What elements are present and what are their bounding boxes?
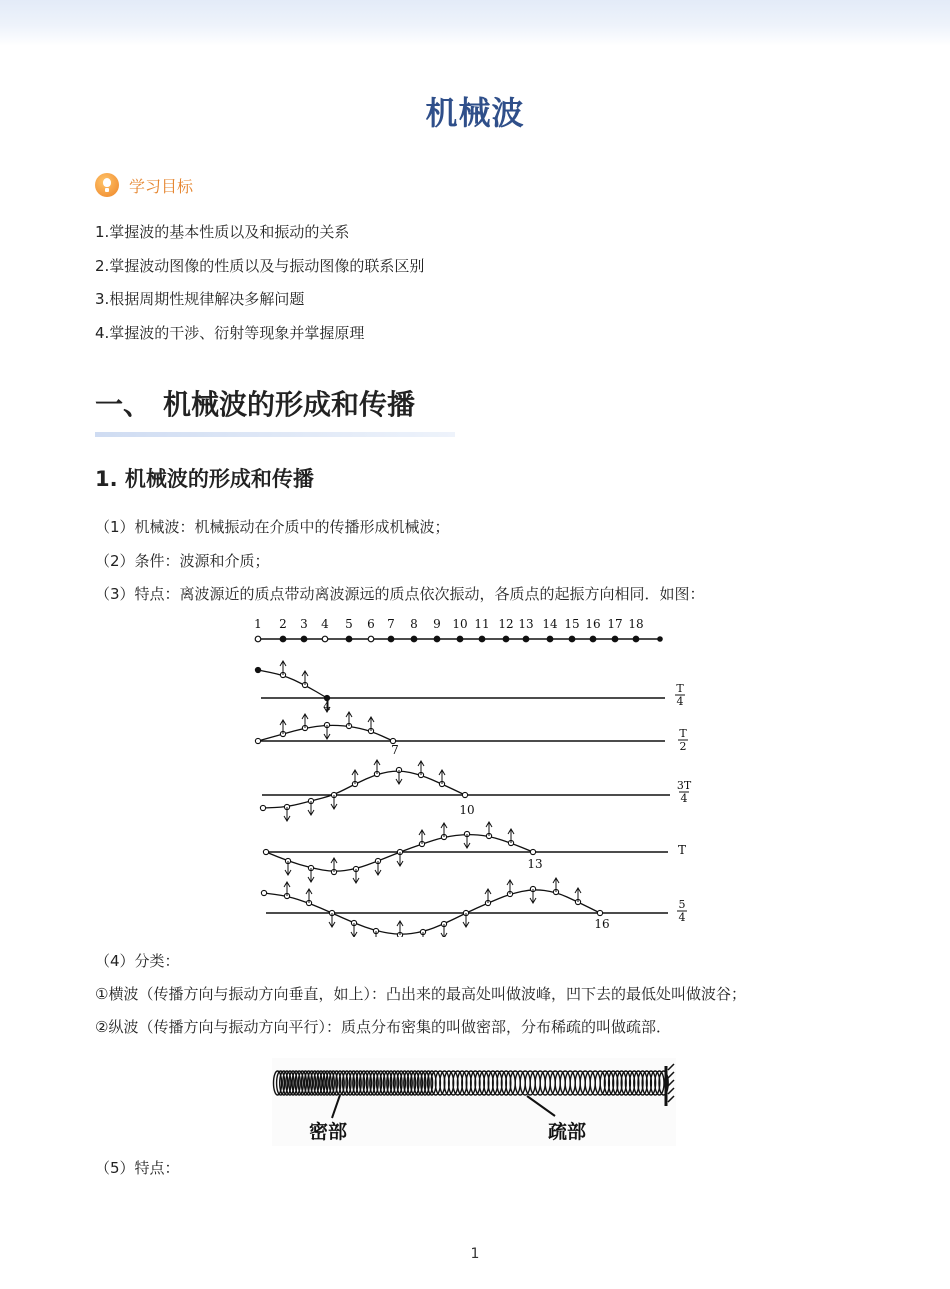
wave-snapshot-row — [255, 661, 685, 713]
particle-dot — [633, 636, 639, 642]
particle-dot — [322, 636, 328, 642]
particle-number-label: 6 — [367, 617, 375, 631]
wavefront-particle-label: 7 — [391, 743, 399, 757]
sparse-pointer — [527, 1096, 555, 1116]
wave-snapshot-row — [255, 712, 688, 757]
wavefront-particle-label: 16 — [594, 917, 610, 931]
particle-dot — [657, 636, 663, 642]
particle-dot — [530, 849, 535, 854]
paragraph-conditions: （2）条件：波源和介质； — [95, 552, 270, 570]
particle-number-label: 4 — [321, 617, 329, 631]
particle-number-label: 5 — [345, 617, 353, 631]
wave-snapshot-row — [263, 822, 686, 883]
paragraph-features-5: （5）特点： — [95, 1159, 180, 1177]
transverse-wave-propagation-figure — [250, 612, 700, 937]
particle-dot — [368, 636, 374, 642]
paragraph-features: （3）特点：离波源近的质点带动离波源远的质点依次振动，各质点的起振方向相同．如图： — [95, 585, 705, 603]
particle-dot — [612, 636, 618, 642]
paragraph-classification: （4）分类： — [95, 952, 180, 970]
particle-dot — [569, 636, 575, 642]
particle-dot — [411, 636, 417, 642]
page-header-band — [0, 0, 950, 46]
learning-goals-label: 学习目标 — [129, 176, 194, 196]
particle-number-label: 12 — [498, 617, 514, 631]
particle-dot — [261, 890, 266, 895]
wave-curve — [258, 670, 327, 698]
particle-dot — [280, 636, 286, 642]
wavefront-particle-label: 13 — [527, 857, 543, 871]
particle-dot — [260, 805, 265, 810]
particle-dot — [255, 636, 261, 642]
particle-dot — [434, 636, 440, 642]
learning-goals-heading — [95, 171, 193, 199]
time-label-numerator: 3T — [676, 779, 692, 792]
particle-dot — [547, 636, 553, 642]
wave-curve — [264, 890, 600, 934]
goal-item: 3.根据周期性规律解决多解问题 — [95, 290, 305, 308]
section-number: 一、 — [95, 388, 152, 421]
particle-dot — [457, 636, 463, 642]
learning-goals-list — [95, 216, 424, 350]
particle-dot — [462, 792, 467, 797]
section-heading — [95, 383, 415, 423]
lightbulb-icon — [95, 173, 119, 197]
particle-number-label: 9 — [433, 617, 441, 631]
particle-dot — [388, 636, 394, 642]
time-label-numerator: T — [679, 727, 687, 740]
particle-number-label: 7 — [387, 617, 395, 631]
paragraph-definition: （1）机械波：机械振动在介质中的传播形成机械波； — [95, 518, 450, 536]
dense-pointer — [332, 1095, 340, 1118]
particle-number-label: 1 — [254, 617, 262, 631]
goal-item: 2.掌握波动图像的性质以及与振动图像的联系区别 — [95, 256, 425, 275]
document-title: 机械波 — [425, 94, 525, 132]
wavefront-particle-label: 4 — [323, 699, 331, 713]
dense-label: 密部 — [309, 1121, 348, 1143]
particle-number-label: 17 — [607, 617, 623, 631]
longitudinal-wave-spring-figure — [272, 1058, 676, 1146]
time-label-numerator: 5 — [678, 898, 686, 911]
time-label-numerator: T — [676, 682, 684, 695]
particle-dot — [346, 636, 352, 642]
particle-number-label: 13 — [518, 617, 534, 631]
time-label-denominator: 4 — [680, 792, 688, 805]
paragraph-transverse-wave: ①横波（传播方向与振动方向垂直，如上）：凸出来的最高处叫做波峰，凹下去的最低处叫做波谷； — [95, 985, 746, 1003]
time-label: T — [677, 843, 687, 857]
wall — [666, 1064, 674, 1106]
particle-number-label: 2 — [279, 617, 287, 631]
particle-dot — [590, 636, 596, 642]
particle-number-label: 10 — [452, 617, 468, 631]
time-label-denominator: 4 — [678, 911, 686, 924]
goal-item: 4.掌握波的干涉、衍射等现象并掌握原理 — [95, 323, 365, 342]
particle-dot — [255, 667, 260, 672]
particle-number-label: 16 — [585, 617, 601, 631]
particle-number-label: 15 — [564, 617, 580, 631]
particle-dot — [479, 636, 485, 642]
wave-snapshot-row — [260, 760, 691, 821]
particle-dot — [301, 636, 307, 642]
particle-dot — [255, 738, 260, 743]
wave-snapshot-row — [261, 878, 687, 937]
particle-number-label: 8 — [410, 617, 418, 631]
time-label-denominator: 4 — [676, 695, 684, 708]
particle-number-label: 18 — [628, 617, 644, 631]
particle-dot — [523, 636, 529, 642]
wave-curve — [263, 771, 465, 808]
particle-number-label: 11 — [474, 617, 490, 631]
paragraph-longitudinal-wave: ②纵波（传播方向与振动方向平行）：质点分布密集的叫做密部，分布稀疏的叫做疏部． — [95, 1018, 671, 1036]
particle-dot — [503, 636, 509, 642]
particle-number-label: 14 — [542, 617, 558, 631]
particle-number-label: 3 — [300, 617, 308, 631]
page-number: 1 — [470, 1246, 480, 1262]
particle-dot — [597, 910, 602, 915]
section-title: 机械波的形成和传播 — [163, 388, 416, 421]
sparse-label: 疏部 — [548, 1121, 587, 1143]
wavefront-particle-label: 10 — [459, 803, 475, 817]
goal-item: 1.掌握波的基本性质以及和振动的关系 — [95, 223, 350, 241]
subsection-heading: 1. 机械波的形成和传播 — [95, 467, 314, 491]
particle-dot — [263, 849, 268, 854]
time-label-denominator: 2 — [679, 740, 687, 753]
section-underline — [95, 432, 455, 437]
